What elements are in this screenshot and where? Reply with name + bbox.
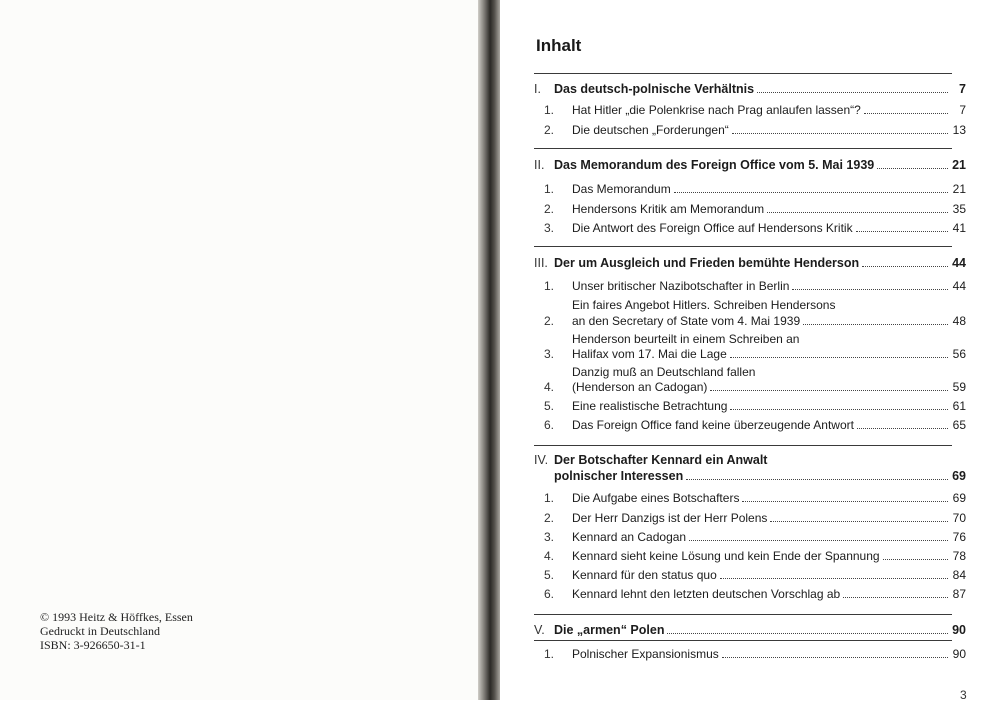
toc-entry: 5. Eine realistische Betrachtung 61 <box>543 399 966 413</box>
toc-entry: 1. Das Memorandum 21 <box>543 182 966 196</box>
toc-entry: 3. Kennard an Cadogan 76 <box>543 530 966 544</box>
toc-entry: 1. Unser britischer Nazibotschafter in Berlin 44 <box>543 279 966 293</box>
section-divider <box>534 614 952 615</box>
left-page <box>0 0 478 700</box>
toc-entry: 3. Die Antwort des Foreign Office auf Hendersons Kritik 41 <box>543 221 966 235</box>
toc-heading: Inhalt <box>536 36 582 55</box>
toc-section-1: I. Das deutsch-polnische Verhältnis 7 <box>534 82 966 96</box>
toc-entry: 6. Das Foreign Office fand keine überzeugende Antwort 65 <box>543 418 966 432</box>
imprint-isbn: ISBN: 3-926650-31-1 <box>40 638 146 652</box>
toc-section-4-first-line: IV. Der Botschafter Kennard ein Anwalt <box>534 453 768 467</box>
toc-section-2: II. Das Memorandum des Foreign Office vom 5. Mai 1939 21 <box>534 158 966 172</box>
toc-entry: 5. Kennard für den status quo 84 <box>543 568 966 582</box>
toc-entry: 1. Die Aufgabe eines Botschafters 69 <box>543 491 966 505</box>
imprint-printed: Gedruckt in Deutschland <box>40 624 160 638</box>
section-divider <box>534 640 952 641</box>
toc-entry: 6. Kennard lehnt den letzten deutschen Vorschlag ab 87 <box>543 587 966 601</box>
toc-entry: 2. Die deutschen „Forderungen“ 13 <box>543 123 966 137</box>
toc-entry: 4. Kennard sieht keine Lösung und kein Ende der Spannung 78 <box>543 549 966 563</box>
section-divider <box>534 73 952 74</box>
toc-entry: 2. Hendersons Kritik am Memorandum 35 <box>543 202 966 216</box>
toc-entry: 3. Halifax vom 17. Mai die Lage 56 <box>543 347 966 361</box>
toc-entry-first-line: Danzig muß an Deutschland fallen <box>572 365 756 379</box>
section-divider <box>534 445 952 446</box>
toc-section-5: V. Die „armen“ Polen 90 <box>534 623 966 637</box>
toc-entry: 2. an den Secretary of State vom 4. Mai 1939 48 <box>543 314 966 328</box>
toc-entry-first-line: Henderson beurteilt in einem Schreiben an <box>572 332 800 346</box>
section-divider <box>534 148 952 149</box>
toc-entry-first-line: Ein faires Angebot Hitlers. Schreiben Hendersons <box>572 298 836 312</box>
page-number: 3 <box>960 688 967 702</box>
toc-section-3: III. Der um Ausgleich und Frieden bemühte Henderson 44 <box>534 256 966 270</box>
toc-section-4: polnischer Interessen 69 <box>554 469 966 483</box>
section-divider <box>534 246 952 247</box>
imprint <box>40 610 193 652</box>
toc-entry: 4. (Henderson an Cadogan) 59 <box>543 380 966 394</box>
imprint-copyright: © 1993 Heitz & Höffkes, Essen <box>40 610 193 624</box>
toc-entry: 2. Der Herr Danzigs ist der Herr Polens 70 <box>543 511 966 525</box>
book-gutter <box>478 0 500 700</box>
toc-entry: 1. Polnischer Expansionismus 90 <box>543 647 966 661</box>
toc-entry: 1. Hat Hitler „die Polenkrise nach Prag anlaufen lassen“? 7 <box>543 103 966 117</box>
